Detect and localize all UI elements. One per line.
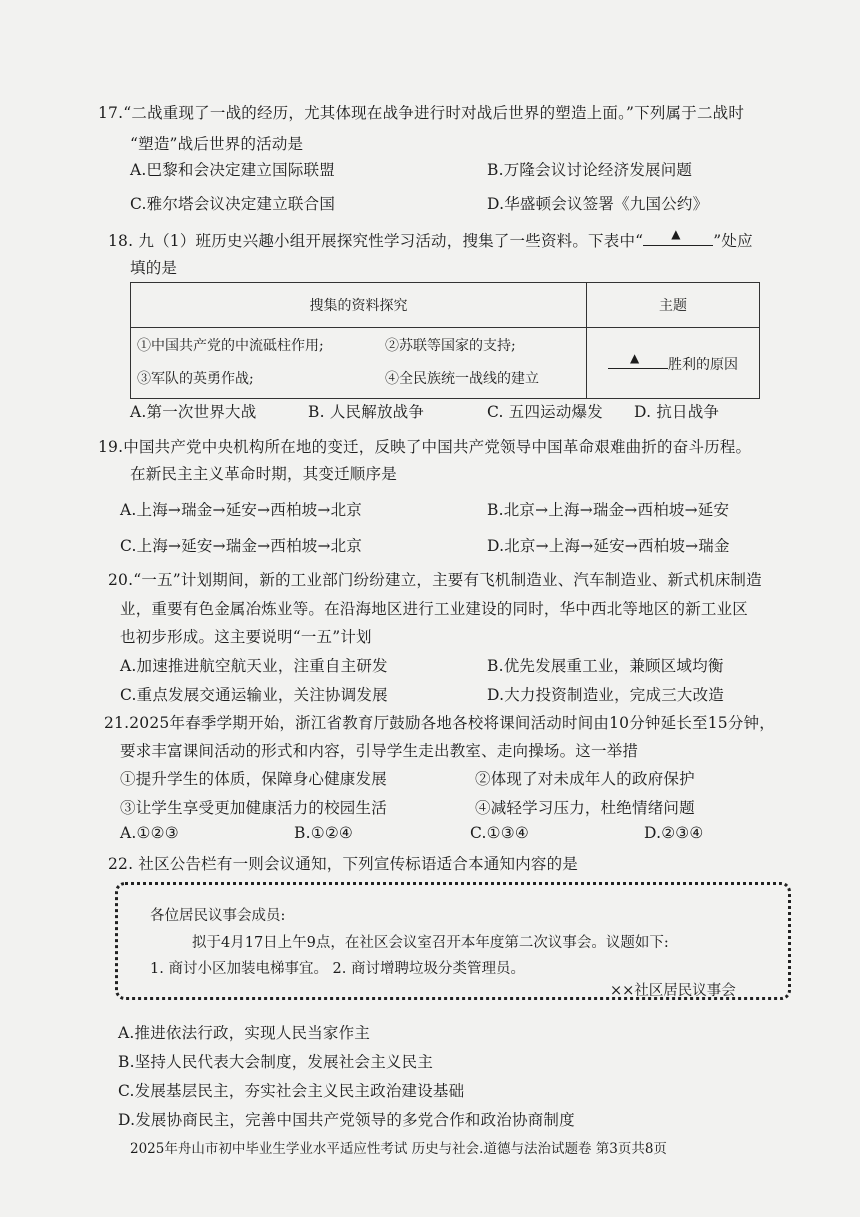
q18-answer-blank bbox=[643, 228, 713, 246]
table-header-theme: 主题 bbox=[587, 283, 760, 328]
q18-option-a: A.第一次世界大战 bbox=[130, 403, 257, 421]
q18-option-b: B. 人民解放战争 bbox=[308, 403, 425, 421]
q20-option-d: D.大力投资制造业，完成三大改造 bbox=[487, 686, 725, 704]
q17-stem-line2: “塑造”战后世界的活动是 bbox=[130, 135, 304, 153]
table-cell-theme bbox=[587, 328, 760, 399]
theme-suffix: 胜利的原因 bbox=[668, 357, 738, 373]
q20-stem-line3: 也初步形成。这主要说明“一五”计划 bbox=[120, 628, 372, 646]
q20-option-c: C.重点发展交通运输业，关注协调发展 bbox=[120, 686, 388, 704]
q21-statement-3: ③让学生享受更加健康活力的校园生活 bbox=[120, 799, 387, 817]
material-item-4: ④全民族统一战线的建立 bbox=[385, 371, 539, 387]
q21-stem-line1: 21.2025年春季学期开始，浙江省教育厅鼓励各地各校将课间活动时间由10分钟延长至15分钟， bbox=[104, 714, 775, 732]
meeting-notice-box bbox=[115, 882, 791, 1000]
material-item-2: ②苏联等国家的支持; bbox=[385, 338, 516, 354]
q21-statement-4: ④减轻学习压力，杜绝情绪问题 bbox=[475, 799, 695, 817]
q18-stem-line1 bbox=[108, 228, 753, 251]
q22-stem: 22. 社区公告栏有一则会议通知，下列宣传标语适合本通知内容的是 bbox=[108, 855, 578, 873]
q17-option-d: D.华盛顿会议签署《九国公约》 bbox=[487, 195, 709, 213]
q19-option-c: C.上海→延安→瑞金→西柏坡→北京 bbox=[120, 537, 363, 555]
q21-option-a: A.①②③ bbox=[120, 824, 179, 842]
q20-stem-line1: 20.“一五”计划期间，新的工业部门纷纷建立，主要有飞机制造业、汽车制造业、新式机床制造 bbox=[108, 571, 762, 589]
q19-stem-line2: 在新民主主义革命时期，其变迁顺序是 bbox=[130, 465, 397, 483]
q21-statement-2: ②体现了对未成年人的政府保护 bbox=[475, 770, 695, 788]
q18-stem-suffix: ”处应 bbox=[713, 232, 753, 250]
q22-option-b: B.坚持人民代表大会制度，发展社会主义民主 bbox=[118, 1053, 434, 1071]
q21-option-d: D.②③④ bbox=[644, 824, 704, 842]
page-footer: 2025年舟山市初中毕业生学业水平适应性考试 历史与社会.道德与法治试题卷 第3页共8页 bbox=[130, 1141, 667, 1157]
triangle-icon: ▲ bbox=[671, 227, 681, 241]
q19-stem-line1: 19.中国共产党中央机构所在地的变迁，反映了中国共产党领导中国革命艰难曲折的奋斗历程。 bbox=[98, 438, 752, 456]
q19-option-d: D.北京→上海→延安→西柏坡→瑞金 bbox=[487, 537, 730, 555]
q18-table bbox=[130, 282, 760, 399]
q17-option-b: B.万隆会议讨论经济发展问题 bbox=[487, 161, 693, 179]
q18-stem-prefix: 18. 九（1）班历史兴趣小组开展探究性学习活动，搜集了一些资料。下表中“ bbox=[108, 232, 644, 250]
q21-statement-1: ①提升学生的体质，保障身心健康发展 bbox=[120, 770, 387, 788]
q19-option-b: B.北京→上海→瑞金→西柏坡→延安 bbox=[487, 501, 730, 519]
notice-body: 拟于4月17日上午9点，在社区会议室召开本年度第二次议事会。议题如下: bbox=[192, 935, 669, 951]
q21-option-c: C.①③④ bbox=[470, 824, 529, 842]
q20-option-b: B.优先发展重工业，兼顾区域均衡 bbox=[487, 657, 724, 675]
triangle-icon: ▲ bbox=[630, 351, 640, 365]
material-item-1: ①中国共产党的中流砥柱作用; bbox=[137, 338, 324, 354]
q22-option-a: A.推进依法行政，实现人民当家作主 bbox=[118, 1024, 371, 1042]
q17-option-c: C.雅尔塔会议决定建立联合国 bbox=[130, 195, 336, 213]
notice-items: 1. 商讨小区加装电梯事宜。 2. 商讨增聘垃圾分类管理员。 bbox=[150, 961, 525, 977]
q21-option-b: B.①②④ bbox=[294, 824, 354, 842]
notice-greeting: 各位居民议事会成员: bbox=[150, 908, 286, 924]
table-header-materials: 搜集的资料探究 bbox=[131, 283, 587, 328]
notice-signature: ××社区居民议事会 bbox=[610, 983, 736, 999]
q20-option-a: A.加速推进航空航天业，注重自主研发 bbox=[120, 657, 388, 675]
material-item-3: ③军队的英勇作战; bbox=[137, 371, 254, 387]
q17-option-a: A.巴黎和会决定建立国际联盟 bbox=[130, 161, 335, 179]
q22-option-c: C.发展基层民主，夯实社会主义民主政治建设基础 bbox=[118, 1082, 465, 1100]
q21-stem-line2: 要求丰富课间活动的形式和内容，引导学生走出教室、走向操场。这一举措 bbox=[120, 742, 639, 760]
q22-option-d: D.发展协商民主，完善中国共产党领导的多党合作和政治协商制度 bbox=[118, 1111, 575, 1129]
q17-stem-line1: 17.“二战重现了一战的经历，尤其体现在战争进行时对战后世界的塑造上面。”下列属于二战时 bbox=[98, 104, 745, 122]
q19-option-a: A.上海→瑞金→延安→西柏坡→北京 bbox=[120, 501, 362, 519]
q20-stem-line2: 业，重要有色金属冶炼业等。在沿海地区进行工业建设的同时，华中西北等地区的新工业区 bbox=[120, 600, 749, 618]
q18-option-c: C. 五四运动爆发 bbox=[487, 403, 603, 421]
theme-blank bbox=[608, 352, 668, 369]
q18-option-d: D. 抗日战争 bbox=[634, 403, 720, 421]
table-cell-materials bbox=[131, 328, 587, 399]
q18-stem-line2: 填的是 bbox=[130, 259, 178, 277]
